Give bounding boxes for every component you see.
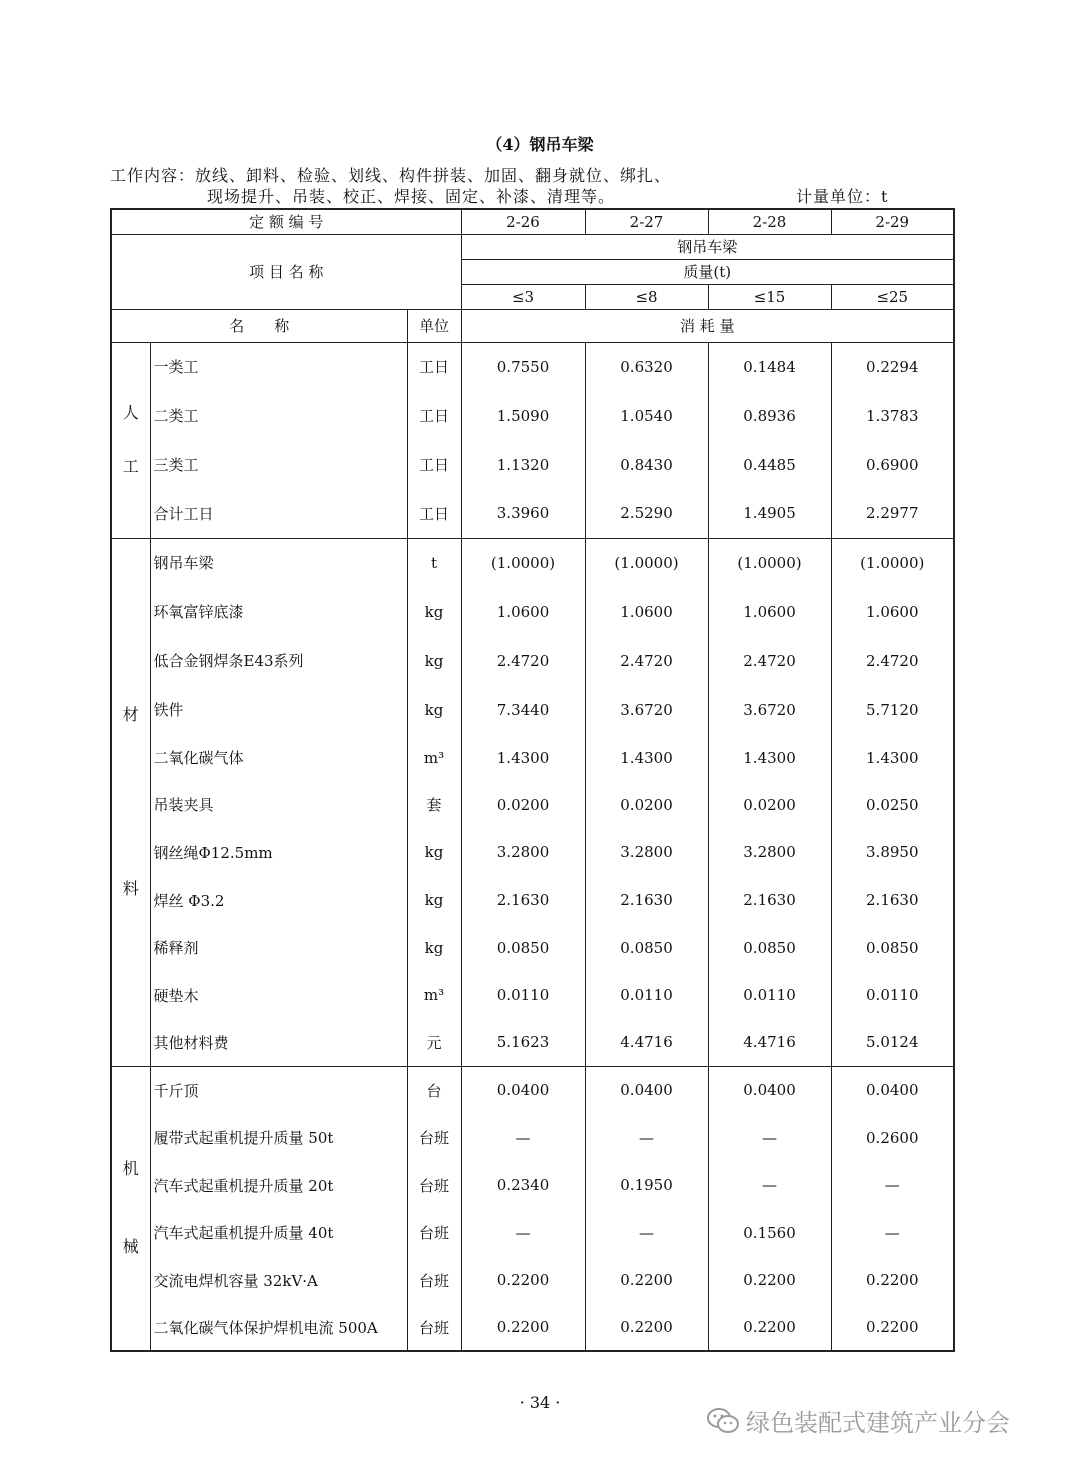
consumption-value: 0.0110	[708, 971, 831, 1019]
consumption-value: 1.1320	[461, 440, 585, 489]
table-row	[111, 1304, 954, 1351]
consumption-value: 0.6900	[831, 440, 954, 489]
consumption-value: 0.1484	[708, 342, 831, 391]
item-unit: 工日	[407, 489, 461, 538]
item-unit: m³	[407, 734, 461, 781]
table-row	[111, 1256, 954, 1304]
item-name: 焊丝 Φ3.2	[150, 876, 407, 924]
consumption-value: 0.0250	[831, 781, 954, 828]
consumption-value: 2.1630	[461, 876, 585, 924]
category-char: 人	[122, 403, 139, 422]
consumption-value: 0.2200	[585, 1256, 708, 1304]
table-row	[111, 1114, 954, 1161]
consumption-value: 0.0110	[461, 971, 585, 1019]
consumption-value: (1.0000)	[461, 538, 585, 587]
consumption-value: 1.0600	[461, 587, 585, 636]
table-row	[111, 1066, 954, 1114]
table-row	[111, 1019, 954, 1066]
table-row	[111, 342, 954, 391]
table-row	[111, 636, 954, 685]
consumption-value: (1.0000)	[831, 538, 954, 587]
consumption-value: 0.0400	[461, 1066, 585, 1114]
item-name: 环氧富锌底漆	[150, 587, 407, 636]
table-row	[111, 971, 954, 1019]
consumption-value: —	[585, 1114, 708, 1161]
consumption-value: 1.0540	[585, 391, 708, 440]
watermark	[706, 1403, 1010, 1438]
consumption-value: 5.0124	[831, 1019, 954, 1066]
consumption-value: 0.7550	[461, 342, 585, 391]
mass-range: ≤3	[461, 284, 585, 309]
item-unit: t	[407, 538, 461, 587]
item-name: 吊装夹具	[150, 781, 407, 828]
consumption-value: 1.0600	[708, 587, 831, 636]
item-unit: kg	[407, 924, 461, 971]
consumption-value: 3.6720	[708, 685, 831, 734]
item-unit: 套	[407, 781, 461, 828]
item-name: 千斤顶	[150, 1066, 407, 1114]
quota-code: 2-28	[708, 209, 831, 234]
mass-range: ≤15	[708, 284, 831, 309]
quota-code: 2-27	[585, 209, 708, 234]
consumption-value: 0.0400	[585, 1066, 708, 1114]
category-char: 机	[122, 1159, 139, 1179]
consumption-value: 1.4300	[461, 734, 585, 781]
consumption-value: 5.1623	[461, 1019, 585, 1066]
consumption-value: 7.3440	[461, 685, 585, 734]
table-row	[111, 538, 954, 587]
item-name: 钢吊车梁	[150, 538, 407, 587]
consumption-value: —	[831, 1161, 954, 1209]
item-unit: 台班	[407, 1161, 461, 1209]
consumption-value: 2.4720	[708, 636, 831, 685]
consumption-value: —	[831, 1209, 954, 1256]
category-char: 工	[122, 457, 139, 476]
table-row	[111, 734, 954, 781]
consumption-value: 0.2600	[831, 1114, 954, 1161]
item-unit: 台班	[407, 1304, 461, 1351]
consumption-value: 2.1630	[708, 876, 831, 924]
item-unit: 工日	[407, 342, 461, 391]
table-row	[111, 391, 954, 440]
consumption-value: 0.0400	[708, 1066, 831, 1114]
consumption-value: 3.2800	[708, 828, 831, 876]
consumption-value: 2.2977	[831, 489, 954, 538]
category-cell	[111, 342, 150, 538]
category-char: 械	[122, 1237, 139, 1257]
project-name-label: 项 目 名 称	[111, 234, 461, 309]
consumption-value: —	[585, 1209, 708, 1256]
item-unit: kg	[407, 876, 461, 924]
category-cell	[111, 1066, 150, 1351]
consumption-value: 0.1950	[585, 1161, 708, 1209]
item-unit: m³	[407, 971, 461, 1019]
table-row	[111, 685, 954, 734]
consumption-value: 1.4905	[708, 489, 831, 538]
item-unit: kg	[407, 587, 461, 636]
consumption-value: 0.2200	[708, 1256, 831, 1304]
consumption-value: 2.1630	[585, 876, 708, 924]
item-unit: kg	[407, 636, 461, 685]
consumption-value: 0.2200	[831, 1256, 954, 1304]
consumption-value: 4.4716	[585, 1019, 708, 1066]
consumption-value: 1.3783	[831, 391, 954, 440]
consumption-value: 2.4720	[461, 636, 585, 685]
consumption-value: 0.2340	[461, 1161, 585, 1209]
work-content-line-2: 现场提升、吊装、校正、焊接、固定、补漆、清理等。	[207, 187, 616, 206]
item-name: 合计工日	[150, 489, 407, 538]
item-unit: 台班	[407, 1209, 461, 1256]
item-name: 汽车式起重机提升质量 20t	[150, 1161, 407, 1209]
consumption-value: 0.8936	[708, 391, 831, 440]
consumption-header: 消 耗 量	[461, 309, 954, 342]
table-row	[111, 587, 954, 636]
consumption-value: 0.0850	[461, 924, 585, 971]
item-name: 铁件	[150, 685, 407, 734]
item-unit: 元	[407, 1019, 461, 1066]
item-unit: kg	[407, 685, 461, 734]
item-name: 汽车式起重机提升质量 40t	[150, 1209, 407, 1256]
item-unit: 台班	[407, 1114, 461, 1161]
consumption-value: 5.7120	[831, 685, 954, 734]
item-name: 钢丝绳Φ12.5mm	[150, 828, 407, 876]
consumption-value: —	[461, 1114, 585, 1161]
consumption-value: 0.0850	[585, 924, 708, 971]
page-number: · 34 ·	[519, 1393, 561, 1412]
table-row	[111, 924, 954, 971]
category-char: 材	[122, 705, 139, 724]
consumption-value: 0.0200	[708, 781, 831, 828]
consumption-value: 0.0400	[831, 1066, 954, 1114]
consumption-value: 1.5090	[461, 391, 585, 440]
consumption-value: 1.4300	[831, 734, 954, 781]
consumption-value: 0.2294	[831, 342, 954, 391]
consumption-value: 0.0850	[831, 924, 954, 971]
category-cell	[111, 538, 150, 1066]
consumption-value: 0.2200	[585, 1304, 708, 1351]
table-row	[111, 781, 954, 828]
quota-table	[110, 208, 955, 1352]
consumption-value: 0.2200	[461, 1256, 585, 1304]
mass-range: ≤25	[831, 284, 954, 309]
consumption-value: 1.4300	[708, 734, 831, 781]
consumption-value: 4.4716	[708, 1019, 831, 1066]
consumption-value: 3.2800	[585, 828, 708, 876]
item-unit: kg	[407, 828, 461, 876]
item-name: 低合金钢焊条E43系列	[150, 636, 407, 685]
section-title: （4）钢吊车梁	[486, 135, 594, 154]
consumption-value: 0.0200	[585, 781, 708, 828]
work-content-line-1: 工作内容：放线、卸料、检验、划线、构件拼装、加固、翻身就位、绑扎、	[110, 166, 672, 185]
item-name: 一类工	[150, 342, 407, 391]
table-row	[111, 440, 954, 489]
item-name: 三类工	[150, 440, 407, 489]
consumption-value: 0.1560	[708, 1209, 831, 1256]
item-name: 二氧化碳气体	[150, 734, 407, 781]
table-row	[111, 828, 954, 876]
table-row	[111, 489, 954, 538]
quota-code: 2-29	[831, 209, 954, 234]
item-unit: 台班	[407, 1256, 461, 1304]
item-name: 交流电焊机容量 32kV·A	[150, 1256, 407, 1304]
consumption-value: 0.2200	[831, 1304, 954, 1351]
category-char: 料	[122, 879, 139, 898]
consumption-value: 2.1630	[831, 876, 954, 924]
mass-label: 质量(t)	[461, 259, 954, 284]
consumption-value: 0.0110	[585, 971, 708, 1019]
quota-number-label: 定 额 编 号	[111, 209, 461, 234]
consumption-value: 1.0600	[831, 587, 954, 636]
name-column-header: 名 称	[111, 309, 407, 342]
consumption-value: (1.0000)	[708, 538, 831, 587]
item-name: 二氧化碳气体保护焊机电流 500A	[150, 1304, 407, 1351]
consumption-value: 0.0850	[708, 924, 831, 971]
consumption-value: 2.5290	[585, 489, 708, 538]
consumption-value: 3.3960	[461, 489, 585, 538]
consumption-value: 0.2200	[461, 1304, 585, 1351]
consumption-value: 3.6720	[585, 685, 708, 734]
item-unit: 台	[407, 1066, 461, 1114]
item-name: 履带式起重机提升质量 50t	[150, 1114, 407, 1161]
project-name: 钢吊车梁	[461, 234, 954, 259]
item-name: 其他材料费	[150, 1019, 407, 1066]
item-unit: 工日	[407, 391, 461, 440]
consumption-value: —	[708, 1114, 831, 1161]
consumption-value: 0.8430	[585, 440, 708, 489]
item-name: 二类工	[150, 391, 407, 440]
item-unit: 工日	[407, 440, 461, 489]
consumption-value: 0.4485	[708, 440, 831, 489]
table-row	[111, 1209, 954, 1256]
consumption-value: 3.2800	[461, 828, 585, 876]
table-row	[111, 876, 954, 924]
quota-code: 2-26	[461, 209, 585, 234]
consumption-value: 0.2200	[708, 1304, 831, 1351]
measurement-unit: 计量单位：t	[796, 187, 889, 206]
consumption-value: (1.0000)	[585, 538, 708, 587]
mass-range: ≤8	[585, 284, 708, 309]
consumption-value: 0.0200	[461, 781, 585, 828]
item-name: 稀释剂	[150, 924, 407, 971]
table-row	[111, 1161, 954, 1209]
consumption-value: 1.0600	[585, 587, 708, 636]
consumption-value: 2.4720	[585, 636, 708, 685]
wechat-icon	[706, 1407, 740, 1435]
item-name: 硬垫木	[150, 971, 407, 1019]
consumption-value: 0.0110	[831, 971, 954, 1019]
watermark-text: 绿色装配式建筑产业分会	[746, 1409, 1010, 1437]
consumption-value: —	[461, 1209, 585, 1256]
consumption-value: 0.6320	[585, 342, 708, 391]
unit-column-header: 单位	[407, 309, 461, 342]
consumption-value: 1.4300	[585, 734, 708, 781]
consumption-value: 3.8950	[831, 828, 954, 876]
consumption-value: —	[708, 1161, 831, 1209]
consumption-value: 2.4720	[831, 636, 954, 685]
